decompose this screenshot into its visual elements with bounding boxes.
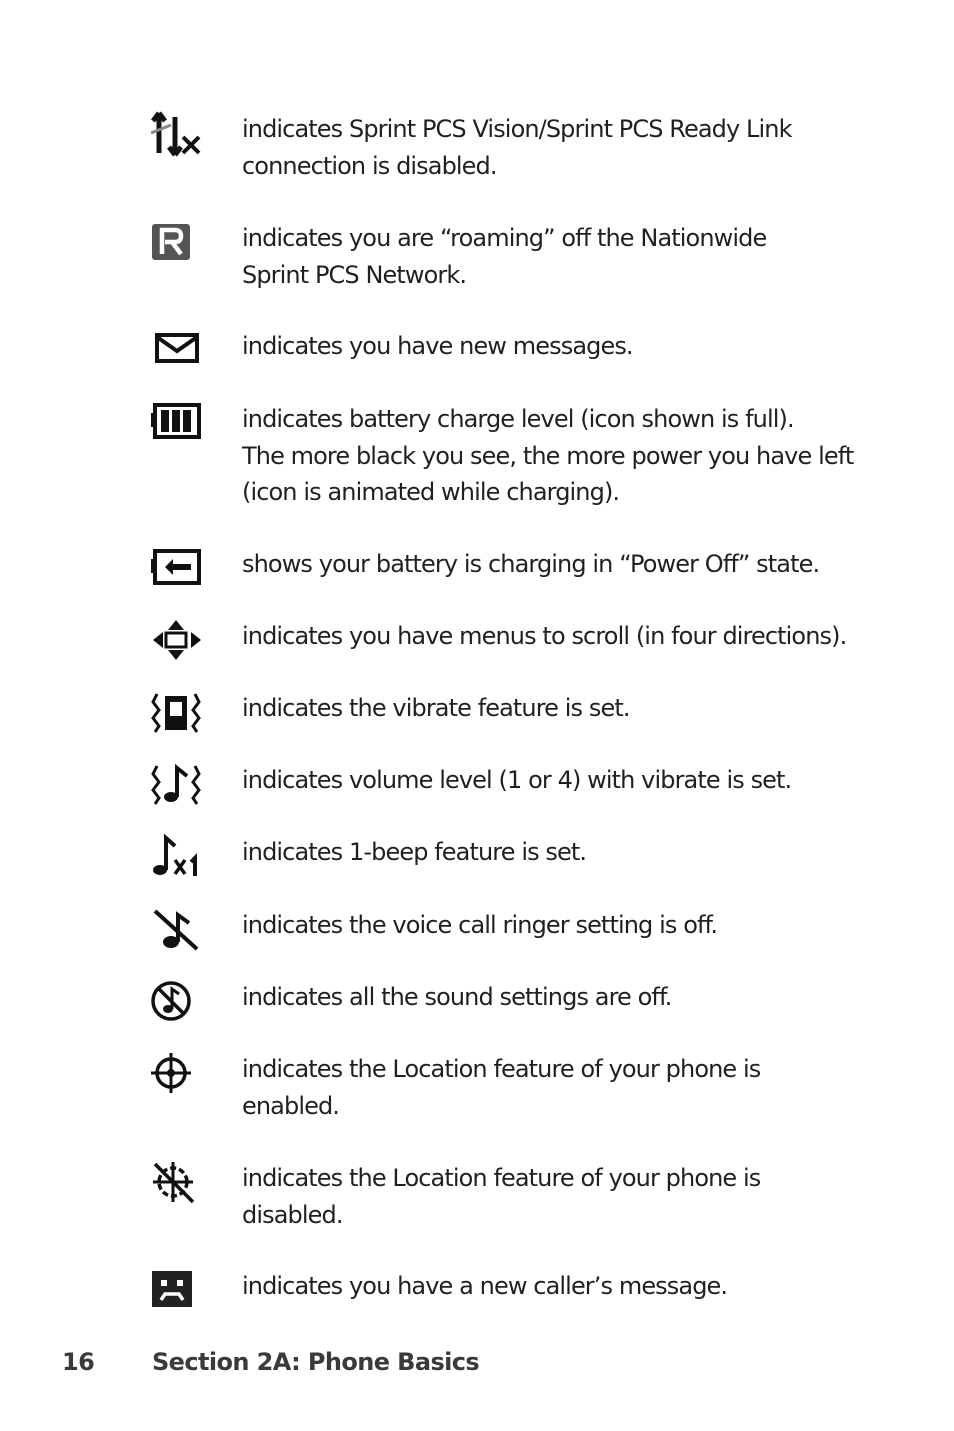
battery-full-icon bbox=[151, 401, 201, 441]
entry-line: disabled. bbox=[242, 1200, 343, 1229]
roaming-icon bbox=[151, 220, 201, 260]
scroll-four-directions-icon bbox=[151, 618, 201, 658]
entry-text bbox=[242, 618, 882, 655]
battery-charging-power-off-icon bbox=[151, 546, 201, 586]
vision-disabled-icon bbox=[151, 111, 201, 151]
page-number: 16 bbox=[62, 1348, 95, 1376]
entry-line: indicates you have new messages. bbox=[242, 332, 633, 360]
entry-text bbox=[242, 762, 882, 799]
entry-line: indicates volume level (1 or 4) with vibrate is set. bbox=[242, 766, 792, 794]
entry-text bbox=[242, 1268, 882, 1305]
volume-vibrate-icon bbox=[151, 762, 201, 802]
entry-text bbox=[242, 111, 882, 184]
entry-text bbox=[242, 907, 882, 944]
entry-line: indicates the vibrate feature is set. bbox=[242, 694, 630, 722]
entry-text bbox=[242, 546, 882, 583]
section-title: Section 2A: Phone Basics bbox=[152, 1348, 480, 1376]
entry-line: shows your battery is charging in “Power Off” state. bbox=[242, 550, 820, 578]
location-off-icon bbox=[151, 1160, 201, 1200]
entry-text bbox=[242, 220, 882, 293]
entry-text bbox=[242, 690, 882, 727]
entry-text bbox=[242, 328, 882, 365]
entry-line: indicates Sprint PCS Vision/Sprint PCS Ready Link bbox=[242, 115, 792, 143]
entry-line: enabled. bbox=[242, 1091, 340, 1120]
entry-line: connection is disabled. bbox=[242, 151, 497, 180]
entry-line: indicates you have menus to scroll (in four directions). bbox=[242, 622, 847, 650]
entry-line: indicates you are “roaming” off the Nationwide bbox=[242, 224, 767, 252]
entry-text bbox=[242, 1051, 882, 1124]
entry-line: Sprint PCS Network. bbox=[242, 260, 467, 289]
one-beep-icon bbox=[151, 834, 201, 874]
all-sounds-off-icon bbox=[151, 979, 201, 1019]
entry-line: indicates the Location feature of your phone is bbox=[242, 1164, 761, 1192]
entry-text bbox=[242, 1160, 882, 1233]
new-message-envelope-icon bbox=[151, 328, 201, 368]
entry-line: indicates 1-beep feature is set. bbox=[242, 838, 587, 866]
entry-line: indicates the Location feature of your phone is bbox=[242, 1055, 761, 1083]
entry-line: indicates all the sound settings are off. bbox=[242, 983, 672, 1011]
entry-text bbox=[242, 834, 882, 871]
entry-line: The more black you see, the more power you have left bbox=[242, 441, 854, 470]
location-on-icon bbox=[151, 1051, 201, 1091]
vibrate-icon bbox=[151, 690, 201, 730]
entry-text bbox=[242, 401, 882, 511]
entry-text bbox=[242, 979, 882, 1016]
new-caller-message-icon bbox=[151, 1268, 201, 1308]
entry-line: indicates you have a new caller’s message. bbox=[242, 1272, 728, 1300]
entry-line: indicates battery charge level (icon shown is full). bbox=[242, 405, 794, 433]
ringer-off-icon bbox=[151, 907, 201, 947]
entry-line: indicates the voice call ringer setting is off. bbox=[242, 911, 718, 939]
entry-line: (icon is animated while charging). bbox=[242, 478, 620, 506]
